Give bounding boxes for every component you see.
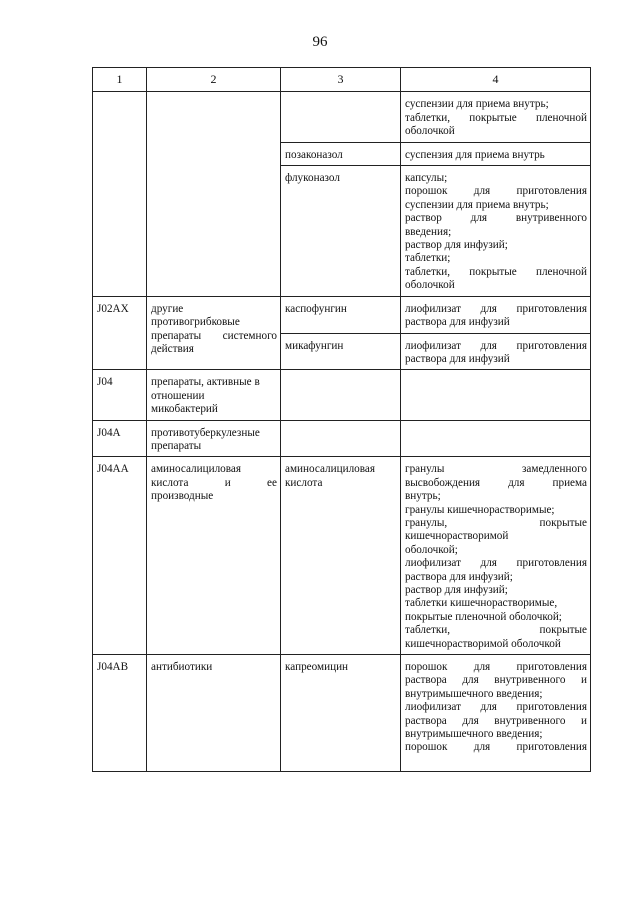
table-row	[93, 92, 591, 142]
dosage-form-line: таблетки, покрытые пленочной	[405, 265, 587, 278]
dosage-form-line: внутримышечного введения;	[405, 728, 543, 741]
code-cell	[93, 92, 147, 296]
dosage-form-line: порошок для приготовления	[405, 741, 587, 754]
dosage-form-cell	[401, 333, 591, 370]
dosage-form-cell	[401, 370, 591, 420]
drug-name-cell	[281, 370, 401, 420]
dosage-form-line: оболочкой	[405, 279, 455, 292]
dosage-form-line: кишечнорастворимой	[405, 530, 509, 543]
page-number: 96	[312, 34, 328, 50]
table-header-row	[93, 68, 591, 92]
code-cell: J02AX	[93, 296, 147, 370]
group-line: противогрибковые	[151, 316, 240, 329]
column-header: 1	[93, 68, 147, 92]
dosage-form-line: раствора для внутривенного и	[405, 674, 587, 687]
column-header: 2	[147, 68, 281, 92]
dosage-form-line: гранулы, покрытые	[405, 516, 587, 529]
drug-table	[92, 67, 591, 772]
dosage-form-cell	[401, 142, 591, 165]
dosage-form-line: оболочкой	[405, 125, 455, 138]
dosage-form-line: раствор для инфузий;	[405, 239, 508, 252]
drug-name-cell: позаконазол	[281, 142, 401, 165]
column-header: 3	[281, 68, 401, 92]
group-cell	[147, 457, 281, 655]
dosage-form-line: раствор для инфузий;	[405, 584, 508, 596]
dosage-form-line: порошок для приготовления	[405, 661, 587, 674]
dosage-form-line: гранулы замедленного	[405, 463, 587, 476]
group-cell	[147, 370, 281, 420]
dosage-form-cell	[401, 655, 591, 772]
dosage-form-line: внутримышечного введения;	[405, 687, 543, 700]
group-line: действия	[151, 342, 194, 355]
group-line: другие	[151, 302, 184, 315]
dosage-form-cell	[401, 296, 591, 333]
table-row	[93, 420, 591, 457]
dosage-form-line: порошок для приготовления	[405, 185, 587, 198]
group-cell	[147, 296, 281, 370]
drug-name-cell: капреомицин	[281, 655, 401, 772]
group-line: производные	[151, 490, 214, 503]
dosage-form-line: таблетки;	[405, 252, 451, 265]
dosage-form-line: покрытые пленочной оболочкой;	[405, 610, 562, 623]
column-header: 4	[401, 68, 591, 92]
code-cell: J04AB	[93, 655, 147, 772]
group-line: препараты системного	[151, 329, 277, 342]
table-row	[93, 457, 591, 655]
group-line: аминосалициловая	[151, 463, 242, 476]
dosage-form-cell	[401, 457, 591, 655]
group-line: препараты, активные в	[151, 376, 260, 389]
drug-name-cell: каспофунгин	[281, 296, 401, 333]
table-row	[93, 296, 591, 333]
code-cell: J04AA	[93, 457, 147, 655]
dosage-form-line: лиофилизат для приготовления	[405, 557, 587, 570]
table-row	[93, 655, 591, 772]
group-line: антибиотики	[151, 661, 213, 674]
dosage-form-line: оболочкой;	[405, 543, 458, 556]
dosage-form-line: раствора для инфузий	[405, 352, 510, 365]
group-line: микобактерий	[151, 403, 218, 416]
dosage-form-line: раствор для внутривенного	[405, 212, 587, 225]
dosage-form-line: лиофилизат для приготовления	[405, 701, 587, 714]
drug-name-line: аминосалициловая	[285, 463, 376, 476]
drug-name-cell	[281, 457, 401, 655]
drug-name-line: кислота	[285, 476, 323, 489]
group-line: противотуберкулезные	[151, 426, 260, 439]
dosage-form-line: суспензии для приема внутрь;	[405, 98, 549, 111]
dosage-form-line: капсулы;	[405, 172, 448, 185]
group-cell	[147, 420, 281, 457]
table-row	[93, 370, 591, 420]
dosage-form-line: раствора для внутривенного и	[405, 714, 587, 727]
dosage-form-cell	[401, 420, 591, 457]
dosage-form-line: таблетки, покрытые пленочной	[405, 111, 587, 124]
dosage-form-line: введения;	[405, 225, 452, 238]
group-line: отношении	[151, 389, 205, 402]
dosage-form-line: суспензии для приема внутрь;	[405, 198, 549, 211]
dosage-form-line: суспензия для приема внутрь	[405, 148, 545, 161]
dosage-form-line: гранулы кишечнорастворимые;	[405, 503, 555, 516]
dosage-form-cell	[401, 92, 591, 142]
dosage-form-cell	[401, 166, 591, 297]
code-cell: J04	[93, 370, 147, 420]
group-cell	[147, 655, 281, 772]
drug-name-cell	[281, 420, 401, 457]
dosage-form-line: таблетки, покрытые	[405, 624, 587, 637]
dosage-form-line: высвобождения для приема	[405, 476, 587, 489]
dosage-form-line: внутрь;	[405, 490, 441, 503]
group-line: препараты	[151, 439, 202, 452]
drug-name-cell: флуконазол	[281, 166, 401, 297]
group-line: кислота и ее	[151, 476, 277, 489]
drug-name-cell	[281, 92, 401, 142]
dosage-form-line: кишечнорастворимой оболочкой	[405, 637, 561, 650]
dosage-form-line: раствора для инфузий;	[405, 570, 513, 583]
dosage-form-line: лиофилизат для приготовления	[405, 302, 587, 315]
code-cell: J04A	[93, 420, 147, 457]
dosage-form-line: лиофилизат для приготовления	[405, 339, 587, 352]
dosage-form-line: раствора для инфузий	[405, 316, 510, 329]
group-cell	[147, 92, 281, 296]
dosage-form-line: таблетки кишечнорастворимые,	[405, 597, 558, 610]
drug-name-cell: микафунгин	[281, 333, 401, 370]
